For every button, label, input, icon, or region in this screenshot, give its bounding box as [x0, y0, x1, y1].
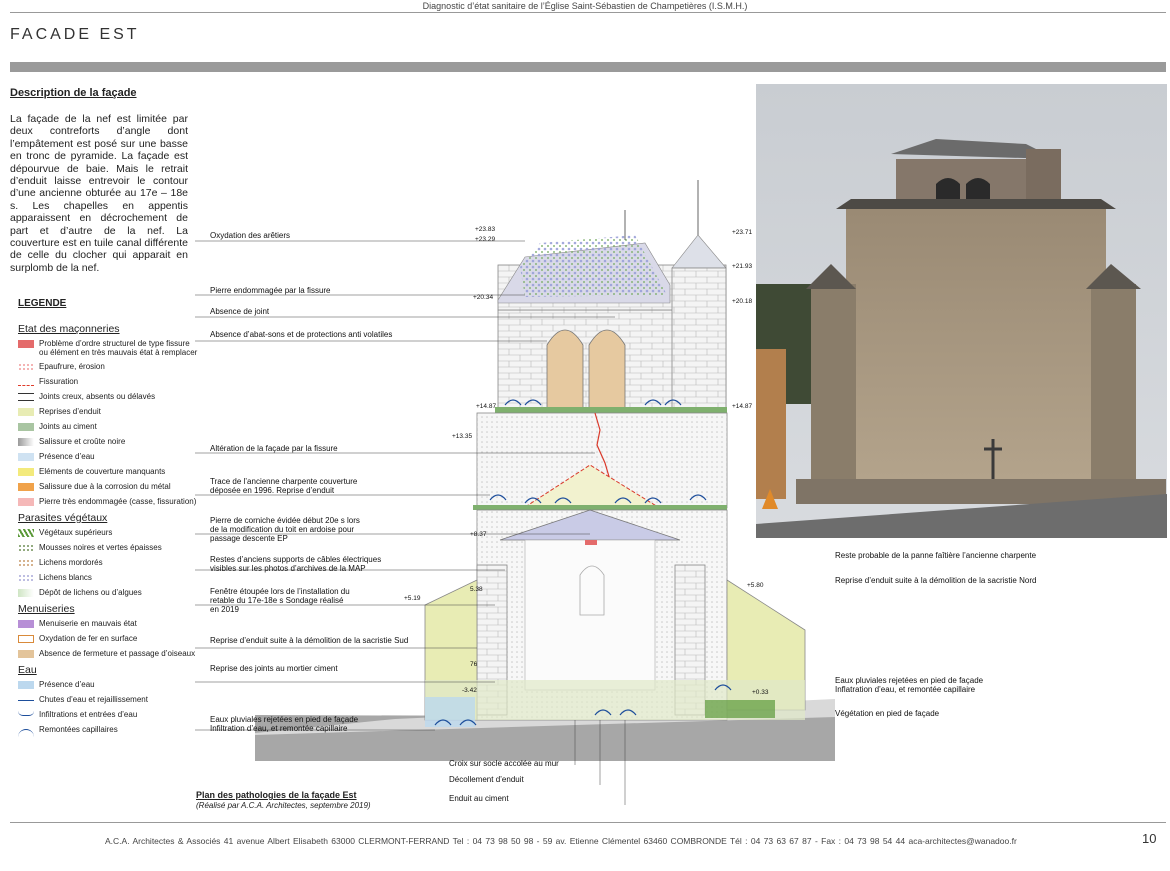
- legend-item: [18, 362, 198, 372]
- plan-title: Plan des pathologies de la façade Est: [196, 790, 357, 800]
- legend-item: [18, 467, 198, 477]
- legend-item-label: Chutes d’eau et rejaillissement: [39, 695, 148, 704]
- annotation-label: Enduit au ciment: [449, 794, 509, 803]
- legend-item-label: Oxydation de fer en surface: [39, 634, 138, 643]
- page-number: 10: [1142, 831, 1157, 846]
- facade-photo: [756, 84, 1167, 538]
- level-marker: 76: [470, 661, 478, 668]
- annotation-label: Restes d’anciens supports de câbles électriques visibles sur les photos d’archives de la MAP: [210, 555, 382, 573]
- legend-item: [18, 725, 198, 737]
- level-marker: +23.83: [475, 226, 496, 233]
- annotation-label: Pierre endommagée par la fissure: [210, 286, 331, 295]
- vegetation-foot: [705, 700, 775, 718]
- legend-item: [18, 710, 198, 720]
- legend-item-label: Présence d’eau: [39, 680, 95, 689]
- level-marker: -3.42: [462, 687, 477, 694]
- legend-item: [18, 482, 198, 492]
- legend-swatch: [18, 378, 34, 386]
- legend-swatch: [18, 574, 34, 582]
- footer-rule: [10, 822, 1166, 823]
- legend-section-title: Eau: [18, 664, 37, 676]
- legend-item: [18, 558, 198, 568]
- plan-subtitle: (Réalisé par A.C.A. Architectes, septembre 2019): [196, 801, 371, 810]
- legend-item-label: Epaufrure, érosion: [39, 362, 105, 371]
- level-marker: +8.37: [470, 531, 487, 538]
- level-marker: +5.19: [404, 595, 421, 602]
- photo-buttress-left: [811, 284, 856, 504]
- photo-gable: [836, 199, 1116, 209]
- legend-swatch: [18, 620, 34, 628]
- legend-item-label: Menuiserie en mauvais état: [39, 619, 137, 628]
- annotation-label: Croix sur socle accolée au mur: [449, 759, 559, 768]
- legend-item-label: Problème d’ordre structurel de type fissure ou élément en très mauvais état à remplacer: [39, 339, 198, 357]
- level-marker: 5.38: [470, 586, 483, 593]
- document-subtitle: Diagnostic d’état sanitaire de l’Église Saint-Sébastien de Champetières (I.S.M.H.): [422, 1, 748, 11]
- legend-swatch: [18, 408, 34, 416]
- legend-title: LEGENDE: [18, 298, 67, 309]
- legend-swatch: [18, 635, 34, 643]
- legend-swatch: [18, 363, 34, 371]
- annotation-label: Fenêtre étoupée lors de l’installation du retable du 17e-18e s Sondage réalisé en 2019: [210, 587, 350, 614]
- legend-item-label: Lichens mordorés: [39, 558, 103, 567]
- legend-item-label: Mousses noires et vertes épaisses: [39, 543, 162, 552]
- legend-swatch: [18, 696, 34, 701]
- page-title: FACADE EST: [10, 26, 140, 43]
- tower-cornice: [495, 407, 727, 413]
- legend-item: [18, 680, 198, 690]
- annotation-label: Eaux pluviales rejetées en pied de façade Infiltration d’eau, et remontée capillaire: [210, 715, 359, 733]
- tower-turret-roof: [672, 235, 726, 268]
- legend-item-label: Dépôt de lichens ou d’algues: [39, 588, 142, 597]
- level-marker: +14.87: [476, 403, 497, 410]
- annotation-label: Oxydation des arêtiers: [210, 231, 291, 240]
- annotation-label: Absence d’abat-sons et de protections anti volatiles: [210, 330, 393, 339]
- legend-item: [18, 528, 198, 538]
- legend-swatch: [18, 529, 34, 537]
- level-marker: +21.93: [732, 263, 753, 270]
- level-marker: +20.18: [732, 298, 753, 305]
- legend-item-label: Salissure due à la corrosion du métal: [39, 482, 171, 491]
- level-marker: +0.33: [752, 689, 769, 696]
- legend-item-label: Remontées capillaires: [39, 725, 118, 734]
- legend-swatch: [18, 423, 34, 431]
- legend-section-title: Menuiseries: [18, 603, 75, 615]
- legend-item-label: Joints au ciment: [39, 422, 97, 431]
- level-marker: +23.29: [475, 236, 496, 243]
- legend-swatch: [18, 468, 34, 476]
- legend-body: [18, 323, 198, 737]
- legend-item: [18, 339, 198, 357]
- title-bar: [10, 62, 1166, 72]
- annotation-label: Reste probable de la panne faîtière l’ancienne charpente: [835, 551, 1037, 560]
- legend-item-label: Reprises d’enduit: [39, 407, 101, 416]
- legend-item: [18, 588, 198, 598]
- annotation-label: Reprise des joints au mortier ciment: [210, 664, 338, 673]
- legend-item-label: Fissuration: [39, 377, 79, 386]
- legend-item-label: Absence de fermeture et passage d’oiseaux: [39, 649, 196, 658]
- annotation-label: Altération de la façade par la fissure: [210, 444, 338, 453]
- legend-swatch: [18, 453, 34, 461]
- description-text: La façade de la nef est limitée par deux contreforts d’angle dont l’empâtement est posé sur une basse en tronc de pyramide. La façade est dépourvue de baie. Mais le retrait d’enduit laisse entrevoir le contour d’une ancienne obturée au 17e – 18e s. Les chapelles en appentis apparaissent en décrochement de part et d’autre de la nef. La couverture est en tuile canal différente de celle du clocher qui apparait en surplomb de la nef.: [10, 113, 188, 274]
- legend-swatch: [18, 650, 34, 658]
- legend-swatch: [18, 340, 34, 348]
- header-rule: [10, 12, 1166, 13]
- annotation-label: Décollement d’enduit: [449, 775, 524, 784]
- legend-swatch: [18, 711, 34, 716]
- legend-item-label: Lichens blancs: [39, 573, 92, 582]
- legend-swatch: [18, 589, 34, 597]
- legend-item: [18, 377, 198, 387]
- legend-swatch: [18, 483, 34, 491]
- legend-item-label: Végétaux supérieurs: [39, 528, 113, 537]
- legend-item: [18, 452, 198, 462]
- legend-swatch: [18, 559, 34, 567]
- annotation-label: Pierre de corniche évidée début 20e s lors de la modification du toit en ardoise pour passage descente EP: [210, 516, 360, 543]
- photo-house: [756, 349, 786, 499]
- photo-wall: [846, 209, 1106, 489]
- level-marker: +14.87: [732, 403, 753, 410]
- annotation-label: Reprise d’enduit suite à la démolition de la sacristie Nord: [835, 576, 1037, 585]
- legend-item-label: Eléments de couverture manquants: [39, 467, 166, 476]
- legend-item: [18, 422, 198, 432]
- legend-swatch: [18, 498, 34, 506]
- annotation-label: Végétation en pied de façade: [835, 709, 940, 718]
- legend-section-title: Etat des maçonneries: [18, 323, 120, 335]
- legend-item: [18, 619, 198, 629]
- legend-swatch: [18, 729, 34, 737]
- water-left: [425, 697, 475, 727]
- tower-turret: [672, 268, 726, 408]
- legend-item: [18, 649, 198, 659]
- legend-section-title: Parasites végétaux: [18, 512, 108, 524]
- nave-cornice: [473, 505, 727, 510]
- legend-swatch: [18, 544, 34, 552]
- legend-item: [18, 634, 198, 644]
- annotation-label: Eaux pluviales rejetées en pied de façade Inflatration d’eau, et remontée capillaire: [835, 676, 984, 694]
- legend-item-label: Infiltrations et entrées d’eau: [39, 710, 138, 719]
- legend-item: [18, 543, 198, 553]
- annotation-label: Reprise d’enduit suite à la démolition de la sacristie Sud: [210, 636, 409, 645]
- annotation-label: Absence de joint: [210, 307, 270, 316]
- legend-swatch: [18, 438, 34, 446]
- legend-item-label: Pierre très endommagée (casse, fissuration): [39, 497, 197, 506]
- legend-item: [18, 573, 198, 583]
- legend-item: [18, 437, 198, 447]
- legend-item: [18, 497, 198, 507]
- legend-item: [18, 407, 198, 417]
- legend-item-label: Salissure et croûte noire: [39, 437, 126, 446]
- annotation-label: Trace de l’ancienne charpente couverture déposée en 1996. Reprise d’enduit: [210, 477, 358, 495]
- bell-window-right: [589, 330, 625, 410]
- level-marker: +13.35: [452, 433, 473, 440]
- legend-item: [18, 695, 198, 705]
- description-title: Description de la façade: [10, 87, 137, 99]
- legend-item-label: Présence d’eau: [39, 452, 95, 461]
- legend-swatch: [18, 681, 34, 689]
- red-stone: [585, 540, 597, 545]
- bell-window-left: [547, 330, 583, 410]
- photo-buttress-right: [1091, 284, 1136, 504]
- level-marker: +20.34: [473, 294, 494, 301]
- level-marker: +5.80: [747, 582, 764, 589]
- legend: [18, 298, 198, 742]
- legend-item-label: Joints creux, absents ou délavés: [39, 392, 156, 401]
- footer-address: A.C.A. Architectes & Associés 41 avenue Albert Elisabeth 63000 CLERMONT-FERRAND Tel : 04 73 98 50 98 - 59 av. Etienne Clémentel 63460 COMBRONDE Tél : 04 73 63 67 87 - Fax : 04 73 98 54 44 aca-architectes@wanadoo.fr: [105, 836, 1017, 846]
- legend-swatch: [18, 393, 34, 401]
- level-marker: +23.71: [732, 229, 753, 236]
- legend-item: [18, 392, 198, 402]
